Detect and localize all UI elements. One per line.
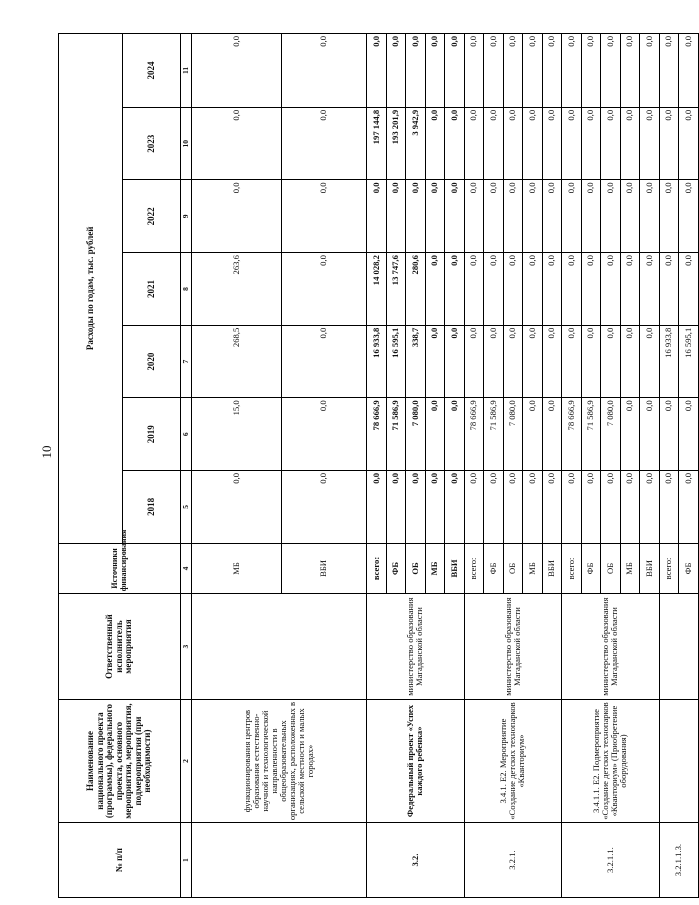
- row-value: 0,0: [562, 325, 582, 398]
- row-value: 0,0: [484, 471, 504, 544]
- row-name: 3.4.1. Е2. Мероприятие «Создание детских технопарков «Кванториум»: [464, 699, 562, 822]
- row-value: 0,0: [640, 34, 660, 108]
- row-source: ОБ: [601, 543, 621, 594]
- table-row: [367, 34, 387, 898]
- header-year: 2021: [123, 253, 181, 326]
- row-value: 0,0: [620, 34, 640, 108]
- row-source: ФБ: [484, 543, 504, 594]
- row-value: 0,0: [679, 107, 699, 180]
- header-column-number: 11: [181, 34, 192, 108]
- header-column-number: 5: [181, 471, 192, 544]
- header-column-number: 6: [181, 398, 192, 471]
- header-column-number: 10: [181, 107, 192, 180]
- row-value: 0,0: [523, 180, 543, 253]
- row-source: ФБ: [679, 543, 699, 594]
- row-value: 0,0: [445, 398, 465, 471]
- row-value: 0,0: [282, 253, 367, 326]
- header-column-number: 3: [181, 594, 192, 700]
- row-value: 0,0: [640, 180, 660, 253]
- row-value: 0,0: [601, 325, 621, 398]
- row-value: 16 933,8: [367, 325, 387, 398]
- row-value: 0,0: [679, 34, 699, 108]
- row-value: 0,0: [406, 34, 426, 108]
- row-source: всего:: [367, 543, 387, 594]
- row-value: 0,0: [601, 253, 621, 326]
- row-value: 78 666,9: [562, 398, 582, 471]
- row-value: 0,0: [542, 34, 562, 108]
- row-value: 0,0: [192, 34, 282, 108]
- header-source: Источники финансирования: [59, 543, 181, 594]
- table-body: [192, 34, 699, 898]
- row-source: ВБИ: [542, 543, 562, 594]
- row-value: 7 080,0: [503, 398, 523, 471]
- row-name: функционирования центров образования естественно-научной и технологической направленности в общеобразовательных организациях, расположенных в сельской местности и малых городах»: [192, 699, 367, 822]
- row-value: 0,0: [464, 325, 484, 398]
- row-value: 0,0: [542, 107, 562, 180]
- header-column-number: 8: [181, 253, 192, 326]
- row-value: 0,0: [523, 398, 543, 471]
- row-number: 3.2.: [367, 823, 465, 898]
- header-year: 2023: [123, 107, 181, 180]
- row-executor: [659, 594, 698, 700]
- row-source: МБ: [620, 543, 640, 594]
- row-value: 71 586,9: [484, 398, 504, 471]
- row-value: 0,0: [523, 253, 543, 326]
- row-value: 0,0: [367, 471, 387, 544]
- row-value: 16 595,1: [386, 325, 406, 398]
- header-column-number: 7: [181, 325, 192, 398]
- row-value: 0,0: [659, 107, 679, 180]
- row-value: 0,0: [601, 107, 621, 180]
- row-value: 0,0: [581, 325, 601, 398]
- row-value: 0,0: [367, 180, 387, 253]
- row-value: 0,0: [601, 34, 621, 108]
- row-value: 0,0: [562, 107, 582, 180]
- row-value: 0,0: [445, 253, 465, 326]
- row-source: всего:: [659, 543, 679, 594]
- row-value: 0,0: [601, 180, 621, 253]
- row-executor: министерство образования Магаданской области: [367, 594, 465, 700]
- row-value: 0,0: [406, 180, 426, 253]
- row-value: 0,0: [484, 325, 504, 398]
- row-executor: министерство образования Магаданской области: [464, 594, 562, 700]
- row-value: 0,0: [386, 471, 406, 544]
- header-column-number: 4: [181, 543, 192, 594]
- header-expenses: Расходы по годам, тыс. рублей: [59, 34, 123, 544]
- row-source: ОБ: [406, 543, 426, 594]
- row-value: 14 028,2: [367, 253, 387, 326]
- row-value: 0,0: [282, 180, 367, 253]
- row-value: 0,0: [620, 398, 640, 471]
- row-value: 0,0: [503, 107, 523, 180]
- row-value: 0,0: [386, 180, 406, 253]
- row-value: 0,0: [503, 253, 523, 326]
- row-value: 78 666,9: [367, 398, 387, 471]
- row-value: 0,0: [659, 253, 679, 326]
- row-value: 0,0: [484, 107, 504, 180]
- row-value: 0,0: [503, 34, 523, 108]
- row-executor: [192, 594, 367, 700]
- row-value: 0,0: [503, 325, 523, 398]
- row-value: 0,0: [464, 180, 484, 253]
- row-value: 0,0: [659, 34, 679, 108]
- row-value: 0,0: [425, 325, 445, 398]
- row-value: 71 586,9: [581, 398, 601, 471]
- header-column-number: 1: [181, 823, 192, 898]
- header-year: 2024: [123, 34, 181, 108]
- row-value: 0,0: [542, 325, 562, 398]
- row-value: 0,0: [367, 34, 387, 108]
- row-value: 78 666,9: [464, 398, 484, 471]
- row-value: 0,0: [282, 325, 367, 398]
- rotated-table-container: [58, 33, 693, 898]
- row-source: ФБ: [581, 543, 601, 594]
- row-name: [659, 699, 698, 822]
- row-value: 0,0: [425, 180, 445, 253]
- row-value: 0,0: [542, 398, 562, 471]
- row-value: 71 586,9: [386, 398, 406, 471]
- row-value: 193 201,9: [386, 107, 406, 180]
- row-value: 0,0: [282, 107, 367, 180]
- row-value: 0,0: [620, 180, 640, 253]
- row-value: 0,0: [620, 325, 640, 398]
- row-value: 0,0: [523, 107, 543, 180]
- row-value: 0,0: [445, 471, 465, 544]
- row-source: МБ: [523, 543, 543, 594]
- row-source: ВБИ: [640, 543, 660, 594]
- row-value: 0,0: [679, 180, 699, 253]
- row-value: 0,0: [679, 398, 699, 471]
- row-value: 0,0: [679, 253, 699, 326]
- header-year: 2018: [123, 471, 181, 544]
- row-value: 0,0: [282, 471, 367, 544]
- row-value: 0,0: [640, 253, 660, 326]
- row-value: 0,0: [620, 107, 640, 180]
- row-value: 7 080,0: [406, 398, 426, 471]
- row-value: 0,0: [620, 471, 640, 544]
- row-value: 0,0: [640, 325, 660, 398]
- row-value: 0,0: [640, 471, 660, 544]
- row-source: МБ: [192, 543, 282, 594]
- row-number: 3.2.1.: [464, 823, 562, 898]
- row-number: 3.2.1.1.: [562, 823, 660, 898]
- row-value: 15,0: [192, 398, 282, 471]
- row-value: 0,0: [282, 398, 367, 471]
- row-executor: министерство образования Магаданской области: [562, 594, 660, 700]
- row-value: 0,0: [581, 107, 601, 180]
- row-value: 0,0: [562, 471, 582, 544]
- header-name: Наименование национального проекта (программы), федерального проекта, основного мероприятия, мероприятия, подмероприятия (при необходимости): [59, 699, 181, 822]
- row-value: 0,0: [581, 253, 601, 326]
- row-value: 0,0: [425, 471, 445, 544]
- row-value: 0,0: [659, 398, 679, 471]
- row-source: всего:: [562, 543, 582, 594]
- row-value: 0,0: [562, 34, 582, 108]
- row-value: 0,0: [282, 34, 367, 108]
- row-value: 0,0: [542, 253, 562, 326]
- row-value: 268,5: [192, 325, 282, 398]
- row-value: 0,0: [484, 34, 504, 108]
- header-column-number: 2: [181, 699, 192, 822]
- row-value: 0,0: [192, 471, 282, 544]
- row-value: 0,0: [406, 471, 426, 544]
- expenses-table: [58, 33, 699, 898]
- row-value: 0,0: [601, 471, 621, 544]
- row-value: 7 080,0: [601, 398, 621, 471]
- row-value: 16 933,8: [659, 325, 679, 398]
- row-value: 0,0: [679, 471, 699, 544]
- row-source: МБ: [425, 543, 445, 594]
- row-value: 0,0: [581, 34, 601, 108]
- row-value: 0,0: [484, 180, 504, 253]
- row-value: 0,0: [386, 34, 406, 108]
- row-value: 0,0: [445, 107, 465, 180]
- row-value: 13 747,6: [386, 253, 406, 326]
- row-value: 0,0: [503, 471, 523, 544]
- row-value: 0,0: [192, 107, 282, 180]
- row-value: 0,0: [445, 325, 465, 398]
- header-year: 2019: [123, 398, 181, 471]
- header-year: 2020: [123, 325, 181, 398]
- row-value: 0,0: [425, 398, 445, 471]
- row-value: 0,0: [620, 253, 640, 326]
- row-value: 0,0: [464, 107, 484, 180]
- table-row: [464, 34, 484, 898]
- row-value: 0,0: [640, 107, 660, 180]
- row-value: 0,0: [562, 253, 582, 326]
- row-value: 0,0: [192, 180, 282, 253]
- row-source: ОБ: [503, 543, 523, 594]
- row-source: всего:: [464, 543, 484, 594]
- row-value: 0,0: [484, 253, 504, 326]
- table-row: [562, 34, 582, 898]
- row-value: 0,0: [523, 471, 543, 544]
- row-name: 3.4.1.1. Е2. Подмероприятие «Создание детских технопарков «Кванториум» (Приобретение оборудования): [562, 699, 660, 822]
- row-value: 3 942,9: [406, 107, 426, 180]
- header-num: № п/п: [59, 823, 181, 898]
- header-year: 2022: [123, 180, 181, 253]
- row-value: 0,0: [503, 180, 523, 253]
- row-source: ВБИ: [445, 543, 465, 594]
- row-value: 0,0: [581, 471, 601, 544]
- row-value: 0,0: [464, 34, 484, 108]
- row-value: 0,0: [425, 107, 445, 180]
- row-value: 0,0: [659, 471, 679, 544]
- row-value: 0,0: [464, 471, 484, 544]
- table-row: [659, 34, 679, 898]
- row-value: 280,6: [406, 253, 426, 326]
- header-column-number: 9: [181, 180, 192, 253]
- row-value: 0,0: [425, 34, 445, 108]
- row-value: 0,0: [542, 471, 562, 544]
- row-source: ВБИ: [282, 543, 367, 594]
- row-value: 0,0: [562, 180, 582, 253]
- row-value: 263,6: [192, 253, 282, 326]
- row-value: 0,0: [445, 180, 465, 253]
- table-row: [192, 34, 282, 898]
- row-number: 3.2.1.1.3.: [659, 823, 698, 898]
- row-source: ФБ: [386, 543, 406, 594]
- row-value: 0,0: [523, 34, 543, 108]
- header-column-numbers-row: [181, 34, 192, 898]
- row-value: 0,0: [464, 253, 484, 326]
- row-value: 197 144,8: [367, 107, 387, 180]
- row-value: 0,0: [581, 180, 601, 253]
- row-value: 338,7: [406, 325, 426, 398]
- page-number: 10: [39, 445, 54, 459]
- row-value: 0,0: [425, 253, 445, 326]
- row-value: 16 595,1: [679, 325, 699, 398]
- row-value: 0,0: [542, 180, 562, 253]
- row-name: Федеральный проект «Успех каждого ребенка»: [367, 699, 465, 822]
- header-executor: Ответственный исполнитель мероприятия: [59, 594, 181, 700]
- row-value: 0,0: [523, 325, 543, 398]
- row-value: 0,0: [445, 34, 465, 108]
- row-number: [192, 823, 367, 898]
- row-value: 0,0: [640, 398, 660, 471]
- row-value: 0,0: [659, 180, 679, 253]
